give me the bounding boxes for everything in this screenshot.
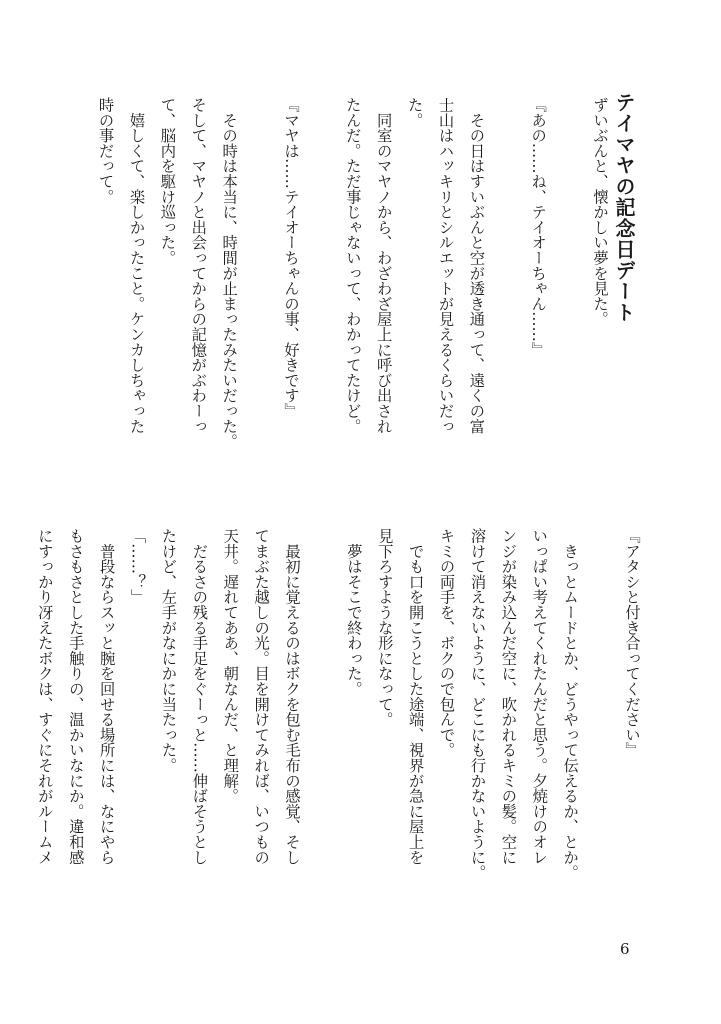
text-line: 嬉しくて、楽しかったこと。ケンカしちゃった <box>127 97 146 434</box>
text-line: にすっかり冴えたボクは、すぐにそれがルームメ <box>35 528 54 865</box>
text-line: いっぱい考えてくれたんだと思う。夕焼けのオレ <box>530 528 549 865</box>
text-line: 溶けて消えないように、どこにも行かないように。 <box>468 528 487 880</box>
text-line: て、脳内を駆け巡った。 <box>158 97 177 266</box>
text-line: 夢はそこで終わった。 <box>344 528 363 697</box>
text-line: 『マヤは……テイオーちゃんの事、好きです』 <box>281 97 300 419</box>
text-line: そして、マヤノと出会ってからの記憶がぶわーっ <box>189 97 208 434</box>
text-line: ンジが染み込んだ空に、吹かれるキミの髪。空に <box>499 528 518 865</box>
text-line: たんだ。ただ事じゃないって、わかってたけど。 <box>343 97 362 434</box>
text-line: 天井。遅れてああ、朝なんだ、と理解。 <box>221 528 240 804</box>
text-line: 同室のマヤノから、わざわざ屋上に呼び出され <box>374 97 393 434</box>
text-line: 普段ならスッと腕を回せる場所には、なにやら <box>97 528 116 865</box>
text-line: 『あの……ね、テイオーちゃん……』 <box>529 97 548 358</box>
text-line: 見下ろすような形になって。 <box>375 528 394 727</box>
upper-text-block <box>90 97 615 497</box>
blank-line <box>585 528 616 920</box>
text-line: 最初に覚えるのはボクを包む毛布の感覚、そし <box>283 528 302 865</box>
chapter-title: テイマヤの記念日デート <box>612 92 636 323</box>
text-line: その時は本当に、時間が止まったみたいだった。 <box>220 97 239 449</box>
text-line: だるさの残る手足をぐーっと……伸ばそうとし <box>190 528 209 865</box>
blank-line <box>307 528 338 920</box>
page-number: 6 <box>620 940 630 958</box>
text-line: たけど、左手がなにかに当たった。 <box>159 528 178 773</box>
blank-line <box>491 97 522 497</box>
text-line: た。 <box>405 97 424 128</box>
text-line: 『アタシと付き合ってください』 <box>623 528 641 758</box>
text-line: 「……？」 <box>128 528 147 605</box>
blank-line <box>306 97 337 497</box>
text-line: きっとムードとか、どうやって伝えるか、とか。 <box>561 528 580 880</box>
blank-line <box>244 97 275 497</box>
text-line: その日はすいぶんと空が透き通って、遠くの富 <box>467 97 486 434</box>
text-line: 士山はハッキリとシルエットが見えるくらいだっ <box>436 97 455 434</box>
lower-text-block <box>29 528 647 920</box>
text-line: もさもさとした手触りの、温かいなにか。違和感 <box>66 528 85 865</box>
text-line: キミの両手を、ボクので包んで。 <box>437 528 456 758</box>
text-line: 時の事だって。 <box>96 97 115 205</box>
blank-line <box>553 97 584 497</box>
text-line: ずいぶんと、懐かしい夢を見た。 <box>591 97 609 327</box>
text-line: でも口を開こうとした途端、視界が急に屋上を <box>406 528 425 865</box>
text-line: てまぶた越しの光。目を開けてみれば、いつもの <box>252 528 271 865</box>
